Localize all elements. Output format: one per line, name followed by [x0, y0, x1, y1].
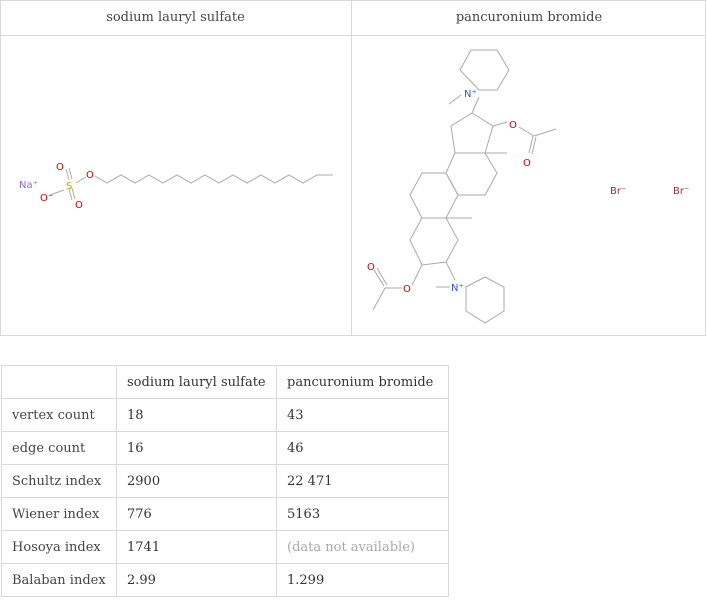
- row-label: Schultz index: [2, 465, 117, 498]
- nitrogen-bottom-label: N⁺: [451, 283, 464, 294]
- sls-value: 776: [117, 498, 277, 531]
- pancuronium-value: (data not available): [277, 531, 449, 564]
- pancuronium-value: 5163: [277, 498, 449, 531]
- column-header-pancuronium: pancuronium bromide: [277, 366, 449, 399]
- sodium-ion-label: Na⁺: [19, 180, 38, 191]
- table-row: [2, 531, 449, 564]
- oxygen-anion-label: O⁻: [40, 193, 54, 204]
- row-label: Balaban index: [2, 564, 117, 597]
- oxygen-ester-label-1: O: [509, 120, 517, 131]
- bromide-ion-label-1: Br⁻: [610, 186, 627, 197]
- bromide-ion-label-2: Br⁻: [673, 186, 690, 197]
- table-row: [2, 498, 449, 531]
- pancuronium-value: 46: [277, 432, 449, 465]
- pancuronium-value: 1.299: [277, 564, 449, 597]
- table-corner-cell: [2, 366, 117, 399]
- oxygen-top-label: O: [56, 162, 64, 173]
- column-header-sls: sodium lauryl sulfate: [117, 366, 277, 399]
- pancuronium-value: 22 471: [277, 465, 449, 498]
- pancuronium-structure: [352, 36, 706, 336]
- table-row: [2, 399, 449, 432]
- sulfur-label: S: [66, 181, 73, 192]
- sls-value: 1741: [117, 531, 277, 564]
- sls-value: 2900: [117, 465, 277, 498]
- sls-structure: [0, 36, 351, 336]
- oxygen-carbonyl-label-2: O: [367, 262, 375, 273]
- oxygen-ester-label-2: O: [403, 284, 411, 295]
- row-label: edge count: [2, 432, 117, 465]
- properties-table: [1, 365, 449, 597]
- oxygen-bottom-label: O: [75, 200, 83, 211]
- row-label: vertex count: [2, 399, 117, 432]
- nitrogen-top-label: N⁺: [464, 89, 477, 100]
- oxygen-chain-label: O: [86, 170, 94, 181]
- oxygen-carbonyl-label-1: O: [523, 158, 531, 169]
- sls-value: 18: [117, 399, 277, 432]
- pancuronium-value: 43: [277, 399, 449, 432]
- table-row: [2, 432, 449, 465]
- compound-header-2: pancuronium bromide: [352, 0, 706, 36]
- table-header-row: [2, 366, 449, 399]
- table-row: [2, 465, 449, 498]
- compound-header-1: sodium lauryl sulfate: [0, 0, 351, 36]
- sls-value: 2.99: [117, 564, 277, 597]
- row-label: Wiener index: [2, 498, 117, 531]
- row-label: Hosoya index: [2, 531, 117, 564]
- sls-value: 16: [117, 432, 277, 465]
- table-row: [2, 564, 449, 597]
